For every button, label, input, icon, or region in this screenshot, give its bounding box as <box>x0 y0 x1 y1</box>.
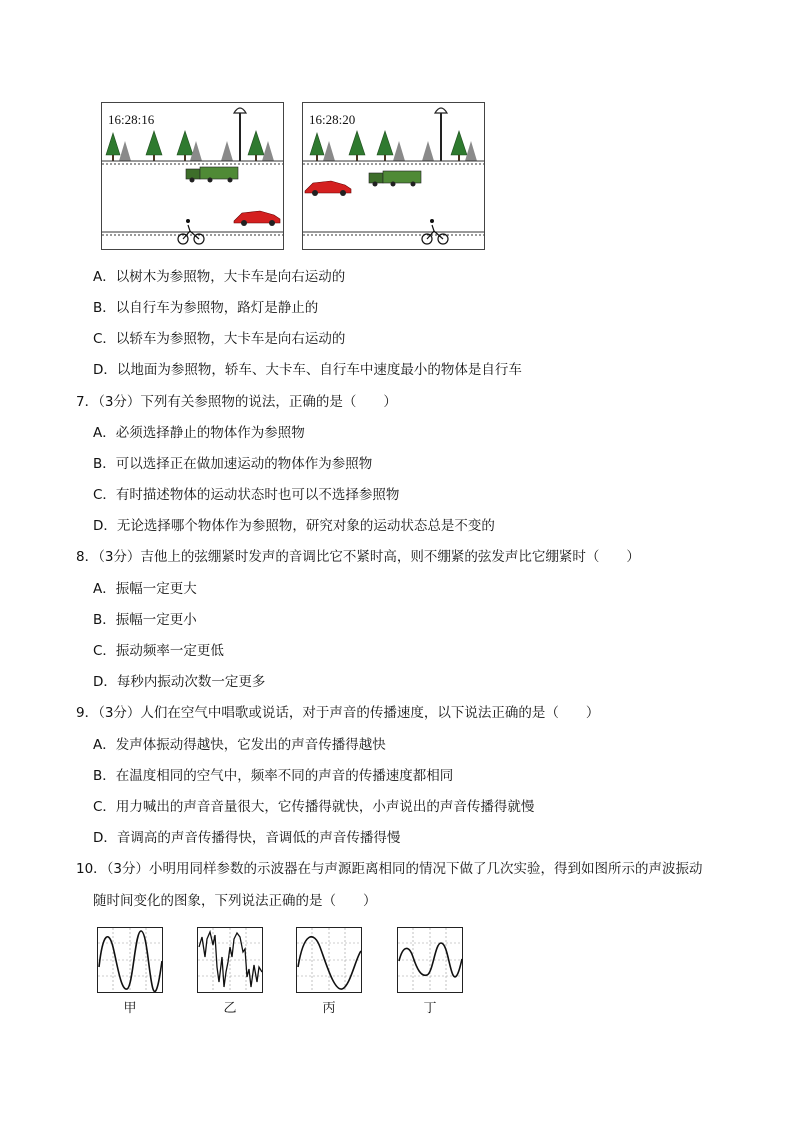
q6-option-d: D．以地面为参照物，轿车、大卡车、自行车中速度最小的物体是自行车 <box>93 362 522 378</box>
truck-icon <box>369 171 421 187</box>
q8-option-c: C．振动频率一定更低 <box>93 643 224 659</box>
q8-stem: 8．（3分）吉他上的弦绷紧时发声的音调比它不紧时高，则不绷紧的弦发声比它绷紧时（ ） <box>76 549 640 565</box>
q7-option-d: D．无论选择哪个物体作为参照物，研究对象的运动状态总是不变的 <box>93 518 495 534</box>
scene-timestamp: 16:28:16 <box>108 112 155 127</box>
tree-icon <box>262 141 274 161</box>
q9-option-a: A．发声体振动得越快，它发出的声音传播得越快 <box>93 737 386 753</box>
q7-option-b: B．可以选择正在做加速运动的物体作为参照物 <box>93 456 373 472</box>
tree-icon <box>106 133 120 161</box>
car-icon <box>234 211 280 226</box>
tree-icon <box>146 131 162 161</box>
tree-icon <box>119 141 131 161</box>
tree-icon <box>349 131 365 161</box>
scene-figure-1 <box>101 102 284 250</box>
car-icon <box>305 181 351 196</box>
waveform-label: 丙 <box>322 1001 336 1016</box>
waveform-label: 甲 <box>123 1001 137 1016</box>
waveform-yi <box>197 927 263 993</box>
tree-icon <box>377 131 393 161</box>
q9-option-d: D．音调高的声音传播得快，音调低的声音传播得慢 <box>93 830 401 846</box>
q8-option-d: D．每秒内振动次数一定更多 <box>93 674 266 690</box>
tree-icon <box>465 141 477 161</box>
q8-option-a: A．振幅一定更大 <box>93 581 197 597</box>
waveform-ding <box>397 927 463 993</box>
scene-figure-2 <box>302 102 485 250</box>
q6-option-c: C．以轿车为参照物，大卡车是向右运动的 <box>93 331 346 347</box>
q8-option-b: B．振幅一定更小 <box>93 612 197 628</box>
q7-option-a: A．必须选择静止的物体作为参照物 <box>93 425 305 441</box>
q9-option-c: C．用力喊出的声音音量很大，它传播得就快，小声说出的声音传播得就慢 <box>93 799 535 815</box>
tree-icon <box>177 131 193 161</box>
q10-stem-line1: 10．（3分）小明用同样参数的示波器在与声源距离相同的情况下做了几次实验，得到如图所示的声波振动 <box>76 861 703 877</box>
q6-option-b: B．以自行车为参照物，路灯是静止的 <box>93 300 319 316</box>
waveform-bing <box>296 927 362 993</box>
q7-option-c: C．有时描述物体的运动状态时也可以不选择参照物 <box>93 487 400 503</box>
waveform-label: 乙 <box>223 1001 237 1016</box>
tree-icon <box>310 133 324 161</box>
scene-timestamp: 16:28:20 <box>309 112 356 127</box>
tree-icon <box>323 141 335 161</box>
tree-icon <box>422 141 434 161</box>
q10-stem-line2: 随时间变化的图象，下列说法正确的是（ ） <box>93 893 377 909</box>
truck-icon <box>186 167 238 183</box>
tree-icon <box>393 141 405 161</box>
q7-stem: 7．（3分）下列有关参照物的说法，正确的是（ ） <box>76 394 397 410</box>
waveform-label: 丁 <box>423 1001 437 1016</box>
q6-option-a: A．以树木为参照物，大卡车是向右运动的 <box>93 269 346 285</box>
tree-icon <box>248 131 264 161</box>
q9-stem: 9．（3分）人们在空气中唱歌或说话，对于声音的传播速度，以下说法正确的是（ ） <box>76 705 600 721</box>
tree-icon <box>221 141 233 161</box>
q9-option-b: B．在温度相同的空气中，频率不同的声音的传播速度都相同 <box>93 768 454 784</box>
waveform-jia <box>97 927 163 993</box>
tree-icon <box>451 131 467 161</box>
